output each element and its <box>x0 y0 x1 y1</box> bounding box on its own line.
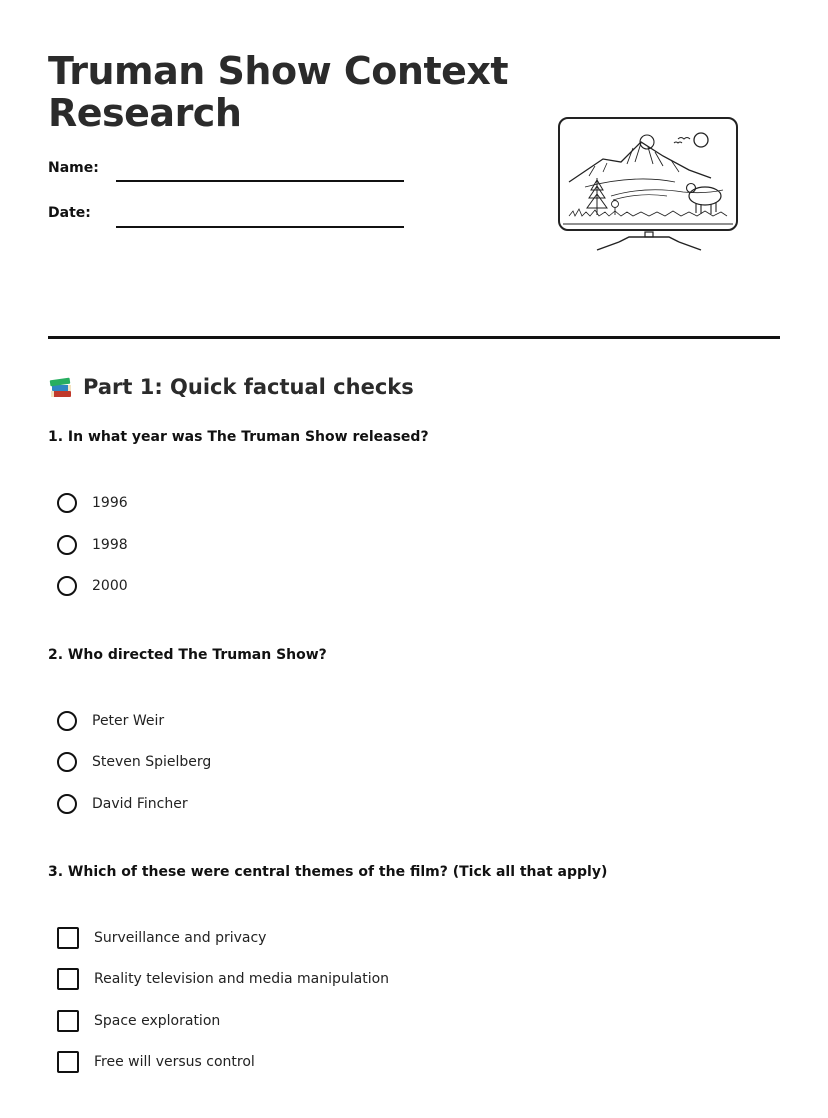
checkbox[interactable] <box>57 1051 79 1073</box>
page-title: Truman Show Context Research <box>48 49 509 135</box>
option-label: 2000 <box>92 578 128 594</box>
books-icon <box>48 374 74 400</box>
question-3-option-3[interactable] <box>57 1009 220 1033</box>
question-2-option-2[interactable] <box>57 750 211 774</box>
question-3-option-2[interactable] <box>57 967 389 991</box>
option-label: Steven Spielberg <box>92 754 212 770</box>
option-label: Surveillance and privacy <box>94 930 267 946</box>
section-heading-text: Part 1: Quick factual checks <box>83 375 414 399</box>
checkbox[interactable] <box>57 1010 79 1032</box>
section-heading <box>48 374 414 400</box>
option-label: David Fincher <box>92 796 188 812</box>
question-3-text: 3. Which of these were central themes of the film? (Tick all that apply) <box>48 864 608 880</box>
question-3-option-4[interactable] <box>57 1050 255 1074</box>
checkbox[interactable] <box>57 968 79 990</box>
radio-button[interactable] <box>57 576 77 596</box>
date-label: Date: <box>48 205 91 221</box>
question-1-option-3[interactable] <box>57 574 128 598</box>
section-divider <box>48 336 780 339</box>
name-field[interactable] <box>116 180 404 182</box>
question-3-option-1[interactable] <box>57 926 266 950</box>
radio-button[interactable] <box>57 535 77 555</box>
date-field[interactable] <box>116 226 404 228</box>
checkbox[interactable] <box>57 927 79 949</box>
radio-button[interactable] <box>57 752 77 772</box>
radio-button[interactable] <box>57 493 77 513</box>
question-2-option-1[interactable] <box>57 709 164 733</box>
question-2-option-3[interactable] <box>57 792 188 816</box>
question-1-text: 1. In what year was The Truman Show released? <box>48 429 429 445</box>
option-label: 1996 <box>92 495 128 511</box>
option-label: Peter Weir <box>92 713 165 729</box>
name-label: Name: <box>48 160 99 176</box>
question-2-text: 2. Who directed The Truman Show? <box>48 647 327 663</box>
option-label: Reality television and media manipulation <box>94 971 390 987</box>
radio-button[interactable] <box>57 711 77 731</box>
option-label: Free will versus control <box>94 1054 255 1070</box>
question-1-option-1[interactable] <box>57 491 128 515</box>
radio-button[interactable] <box>57 794 77 814</box>
tv-landscape-icon <box>555 112 741 256</box>
option-label: Space exploration <box>94 1013 221 1029</box>
option-label: 1998 <box>92 537 128 553</box>
question-1-option-2[interactable] <box>57 533 128 557</box>
